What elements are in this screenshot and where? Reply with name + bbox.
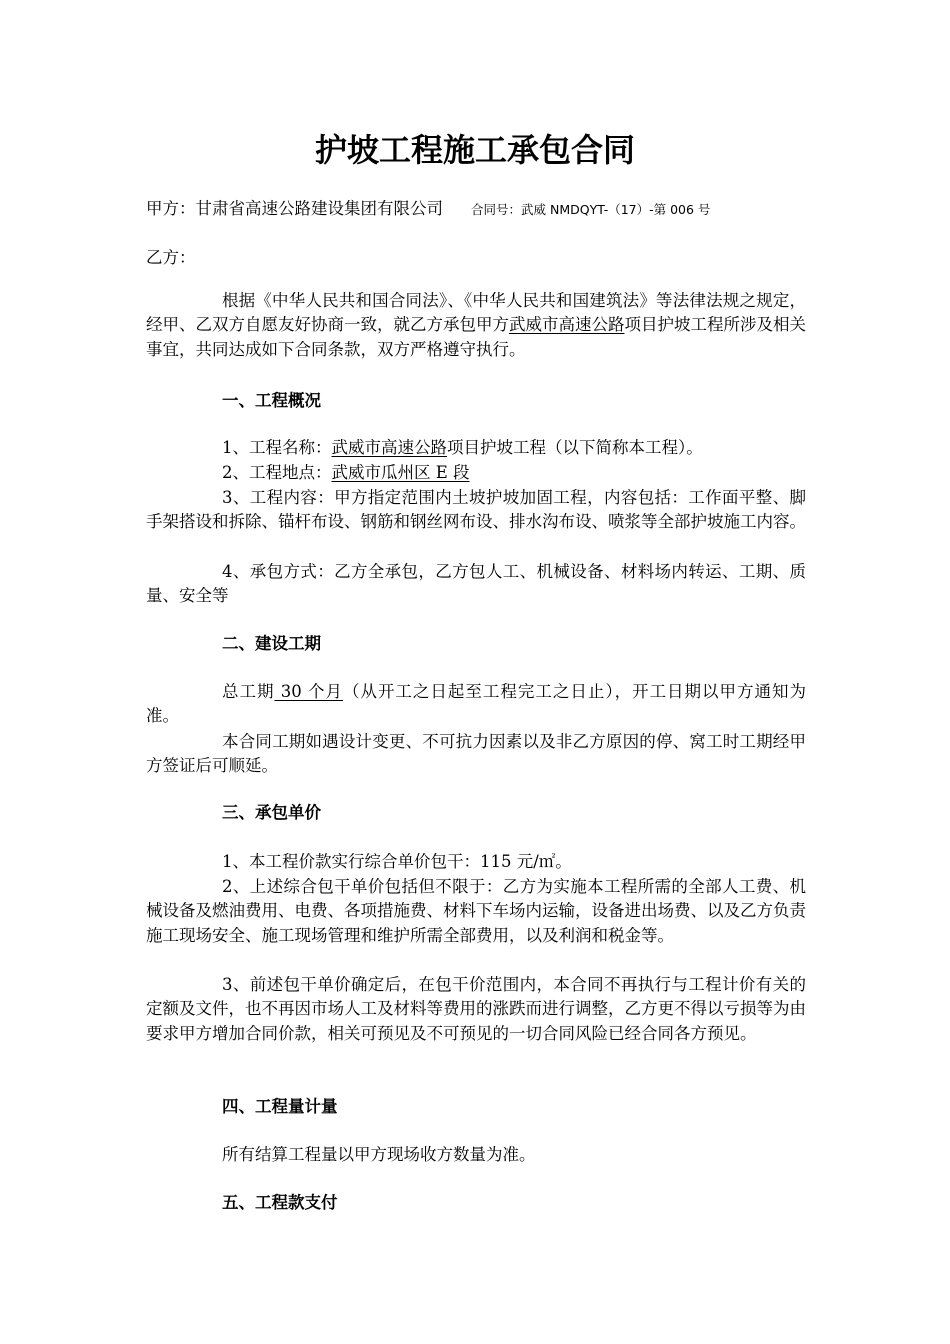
document-title: 护坡工程施工承包合同	[314, 131, 635, 169]
party-b-line: 乙方：	[146, 248, 196, 267]
s3-item-1: 1、本工程价款实行综合单价包干：115 元/㎡。	[222, 852, 572, 871]
contract-number: 合同号：武威 NMDQYT-（17）-第 006 号	[471, 202, 711, 217]
section-4-heading: 四、工程量计量	[222, 1097, 338, 1116]
s2-paragraph-2: 本合同工期如遇设计变更、不可抗力因素以及非乙方原因的停、窝工时工期经甲方签证后可顺延。	[146, 732, 806, 776]
s3-item-2: 2、上述综合包干单价包括但不限于：乙方为实施本工程所需的全部人工费、机械设备及燃油费用、电费、各项措施费、材料下车场内运输，设备进出场费、以及乙方负责施工现场安全、施工现场管理和维护所需全部费用，以及利润和税金等。	[146, 877, 806, 945]
section-3-heading: 三、承包单价	[222, 803, 321, 822]
s2-p1-prefix: 总工期	[222, 682, 275, 701]
s1-item-2	[146, 461, 806, 485]
party-a-label: 甲方：甘肃省高速公路建设集团有限公司	[146, 199, 443, 218]
s1-item-1-suffix: 项目护坡工程（以下简称本工程）。	[447, 438, 703, 457]
s3-item-3: 3、前述包干单价确定后，在包干价范围内，本合同不再执行与工程计价有关的定额及文件，也不再因市场人工及材料等费用的涨跌而进行调整，乙方更不得以亏损等为由要求甲方增加合同价款，相关可预见及不可预见的一切合同风险已经合同各方预见。	[146, 975, 806, 1043]
s4-paragraph: 所有结算工程量以甲方现场收方数量为准。	[222, 1145, 536, 1164]
s1-item-2-prefix: 2、工程地点：	[222, 463, 332, 482]
s1-item-3: 3、工程内容：甲方指定范围内土坡护坡加固工程，内容包括：工作面平整、脚手架搭设和拆除、锚杆布设、钢筋和钢丝网布设、排水沟布设、喷浆等全部护坡施工内容。	[146, 488, 806, 532]
s2-paragraph-1	[146, 680, 806, 729]
section-2-heading: 二、建设工期	[222, 634, 321, 653]
intro-paragraph	[146, 289, 806, 362]
party-a-line	[146, 197, 710, 222]
intro-text-2: 项目护坡工程所涉及相关事宜，共同达成如下合同条款，双方严格遵守执行。	[146, 315, 806, 359]
s1-item-2-place: 武威市瓜州区 E 段	[331, 463, 470, 482]
s2-p1-suffix: （从开工之日起至工程完工之日止），开工日期以甲方通知为准。	[146, 682, 807, 726]
s2-duration: 30 个月	[274, 682, 343, 701]
intro-text-1: 根据《中华人民共和国合同法》、《中华人民共和国建筑法》等法律法规之规定，经甲、乙双方自愿友好协商一致，就乙方承包甲方	[146, 291, 806, 335]
s1-item-1-prefix: 1、工程名称：	[222, 438, 332, 457]
intro-project-name: 武威市高速公路	[509, 315, 625, 335]
s1-item-4: 4、承包方式：乙方全承包，乙方包人工、机械设备、材料场内转运、工期、质量、安全等	[146, 562, 806, 606]
s1-item-1	[146, 436, 806, 460]
s1-item-1-name: 武威市高速公路	[331, 438, 447, 457]
section-5-heading: 五、工程款支付	[222, 1193, 338, 1212]
section-1-heading: 一、工程概况	[222, 391, 321, 410]
